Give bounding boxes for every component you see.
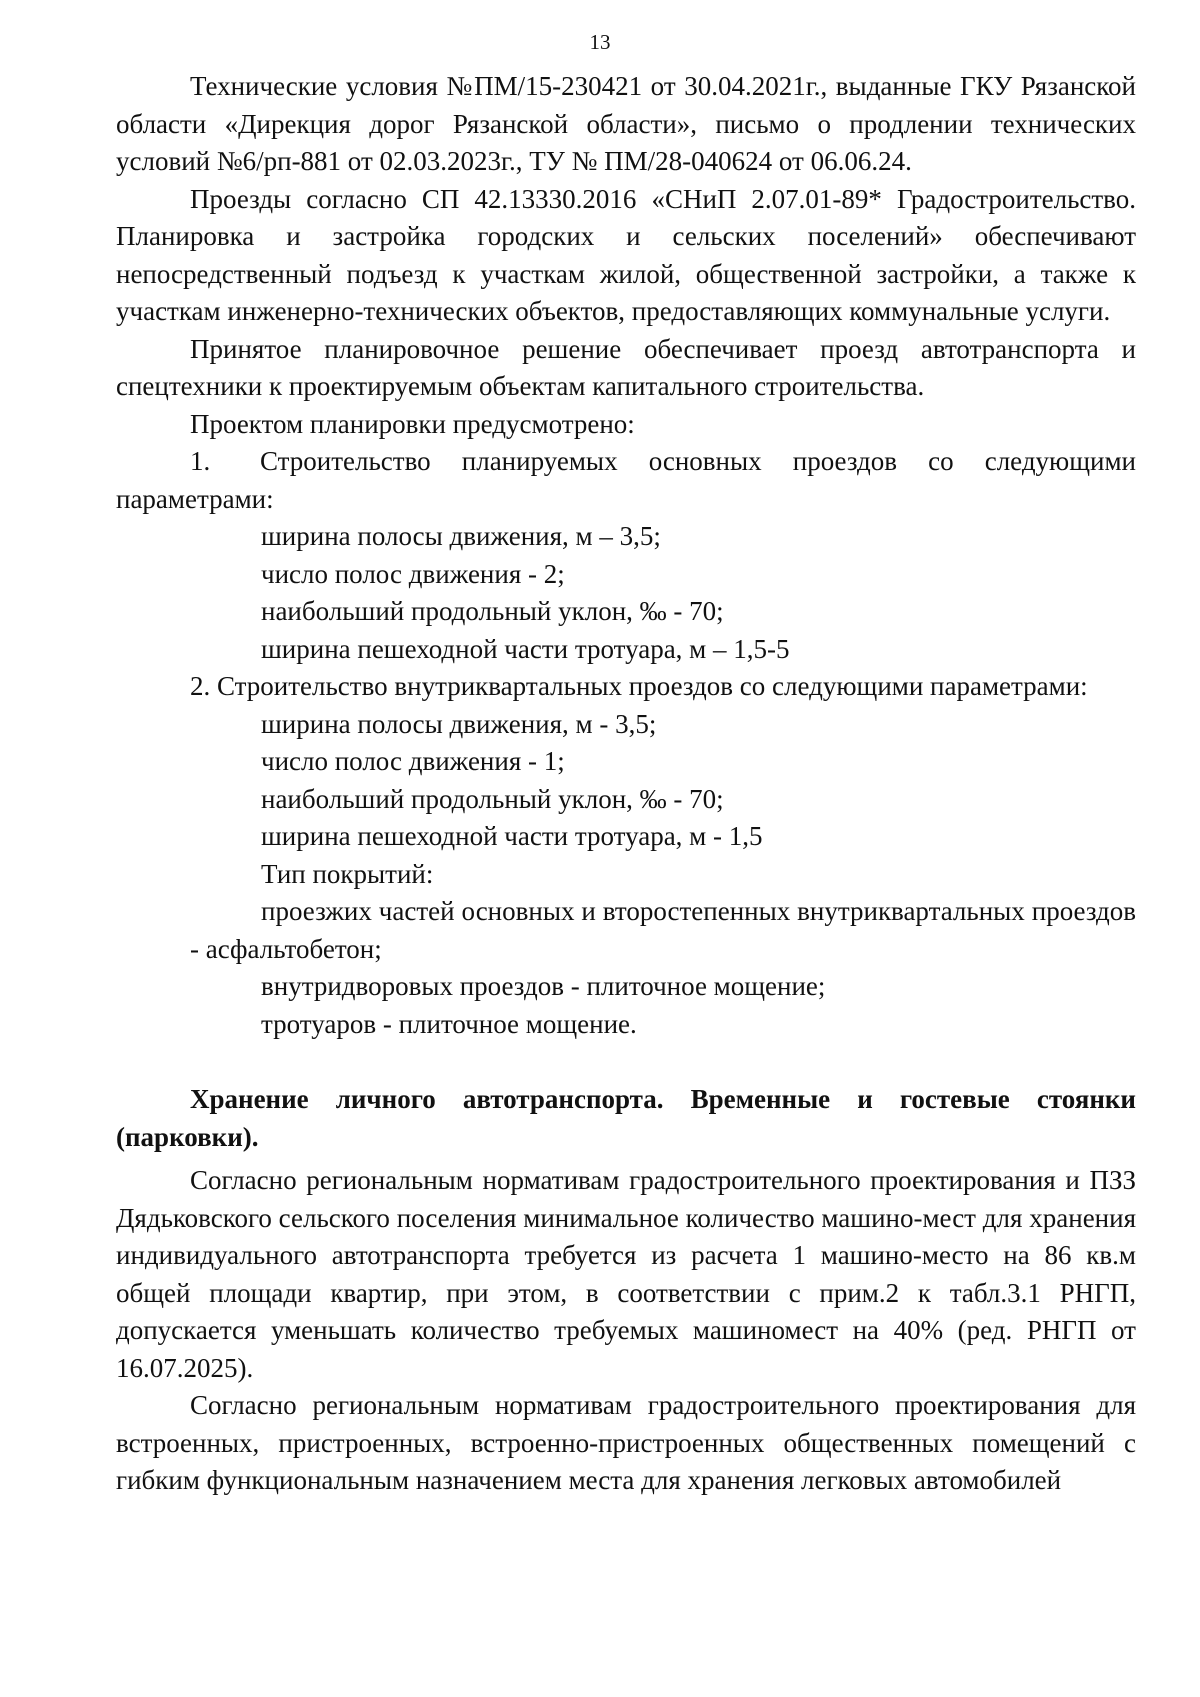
- paragraph-planning-solution: Принятое планировочное решение обеспечивает проезд автотранспорта и спецтехники к проектируемым объектам капитального строительства.: [116, 333, 1136, 401]
- paragraph-public-premises: Согласно региональным нормативам градостроительного проектирования для встроенных, пристроенных, встроенно-пристроенных общественных помещений с гибким функциональным назначением места для хранения легковых автомобилей: [116, 1390, 1136, 1495]
- list-item-1-number: 1.: [190, 446, 211, 476]
- paragraph-technical-conditions: Технические условия №ПМ/15-230421 от 30.04.2021г., выданные ГКУ Рязанской области «Дирекция дорог Рязанской области», письмо о продлении технических условий №6/рп-881 от 02.03.2023г., ТУ № ПМ/28-040624 от 06.06.24.: [116, 71, 1136, 176]
- param-line: ширина пешеходной части тротуара, м - 1,5: [261, 821, 763, 851]
- paragraph-project-provides: Проектом планировки предусмотрено:: [190, 408, 635, 439]
- page-number: 13: [589, 30, 611, 54]
- coverage-line: проезжих частей основных и второстепенных внутриквартальных проездов - асфальтобетон;: [190, 896, 1136, 964]
- param-line: наибольший продольный уклон, ‰ - 70;: [261, 783, 724, 814]
- coverage-line: внутридворовых проездов - плиточное мощение;: [261, 971, 826, 1001]
- section-heading: Хранение личного автотранспорта. Временные и гостевые стоянки (парковки).: [116, 1084, 1136, 1152]
- param-line: ширина пешеходной части тротуара, м – 1,5-5: [261, 633, 790, 664]
- section-spacer: [116, 1043, 1136, 1081]
- param-line: число полос движения - 2;: [261, 558, 565, 589]
- coverage-title: Тип покрытий:: [261, 858, 434, 889]
- list-item-1-text: Строительство планируемых основных проездов со следующими параметрами:: [116, 446, 1136, 514]
- coverage-line: тротуаров - плиточное мощение.: [261, 1008, 637, 1039]
- list-item-1: [116, 443, 1136, 518]
- param-line: ширина полосы движения, м – 3,5;: [261, 521, 661, 551]
- list-item-2: 2. Строительство внутриквартальных проездов со следующими параметрами:: [190, 671, 1088, 701]
- paragraph-passages: Проезды согласно СП 42.13330.2016 «СНиП 2.07.01-89* Градостроительство. Планировка и застройка городских и сельских поселений» обеспечивают непосредственный подъезд к участкам жилой, общественной застройки, а также к участкам инженерно-технических объектов, предоставляющих коммунальные услуги.: [116, 183, 1136, 326]
- param-line: число полос движения - 1;: [261, 746, 565, 776]
- param-line: ширина полосы движения, м - 3,5;: [261, 708, 657, 739]
- param-line: наибольший продольный уклон, ‰ - 70;: [261, 596, 724, 626]
- paragraph-parking-norms: Согласно региональным нормативам градостроительного проектирования и ПЗЗ Дядьковского сельского поселения минимальное количество машино-мест для хранения индивидуального автотранспорта требуется из расчета 1 машино-место на 86 кв.м общей площади квартир, при этом, в соответствии с прим.2 к табл.3.1 РНГП, допускается уменьшать количество требуемых машиномест на 40% (ред. РНГП от 16.07.2025).: [116, 1165, 1136, 1383]
- document-body: [116, 68, 1136, 1500]
